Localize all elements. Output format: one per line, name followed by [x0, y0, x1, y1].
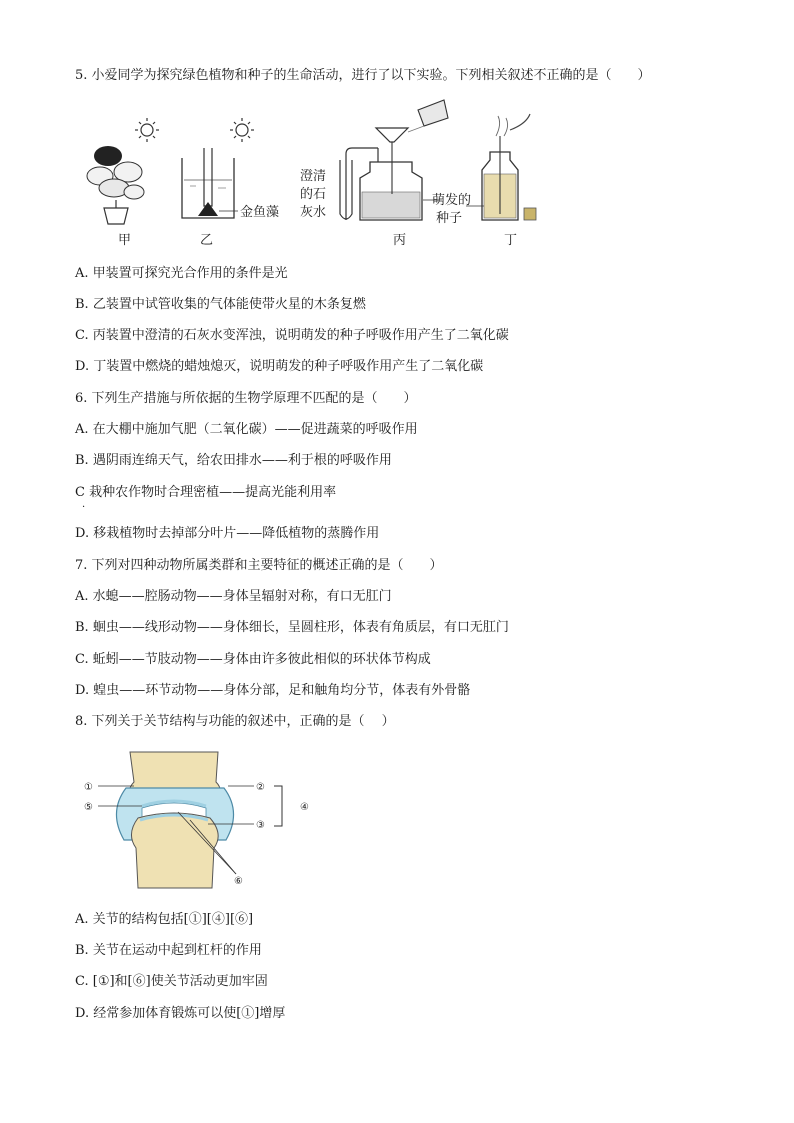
plant-pot-apparatus [87, 146, 144, 224]
q5-option-d: D. 丁装置中燃烧的蜡烛熄灭，说明萌发的种子呼吸作用产生了二氧化碳 [75, 359, 484, 374]
jar-apparatus [466, 114, 536, 220]
marker-5: ⑤ [84, 802, 93, 813]
q8-option-d: D. 经常参加体育锻炼可以使[①]增厚 [75, 1006, 286, 1021]
q5-figure [78, 96, 558, 251]
q8-joint-figure [78, 748, 328, 893]
sun-icon [230, 118, 254, 142]
q7-stem: 7. 下列对四种动物所属类群和主要特征的概述正确的是（ ） [75, 558, 443, 573]
marker-4: ④ [300, 802, 309, 813]
q6-stray-mark: · [82, 502, 86, 513]
marker-1: ① [84, 782, 93, 793]
seeds-label-line-2: 种子 [436, 211, 463, 226]
limewater-label-line-1: 澄清 [300, 169, 327, 184]
lower-bone [131, 813, 218, 888]
q8-option-a: A. 关节的结构包括[①][④][⑥] [75, 912, 254, 927]
q5-figure-svg [78, 96, 558, 251]
goldfish-weed-label: 金鱼藻 [240, 205, 280, 220]
label-bing: 丙 [393, 233, 407, 248]
q6-option-b: B. 遇阴雨连绵天气，给农田排水——利于根的呼吸作用 [75, 453, 392, 468]
q7-option-a: A. 水螅——腔肠动物——身体呈辐射对称，有口无肛门 [75, 589, 392, 604]
label-jia: 甲 [118, 233, 132, 248]
label-yi: 乙 [200, 233, 214, 248]
sun-icon [135, 118, 159, 142]
q5-option-a: A. 甲装置可探究光合作用的条件是光 [75, 266, 288, 281]
q8-option-c: C. [①]和[⑥]使关节活动更加牢固 [75, 974, 268, 989]
limewater-label-line-2: 的石 [300, 187, 327, 202]
q8-option-b: B. 关节在运动中起到杠杆的作用 [75, 943, 262, 958]
q5-option-b: B. 乙装置中试管收集的气体能使带火星的木条复燃 [75, 297, 366, 312]
q6-option-c: C 栽种农作物时合理密植——提高光能利用率 [75, 485, 337, 500]
seeds-label-line-1: 萌发的 [432, 193, 472, 208]
q6-option-a: A. 在大棚中施加气肥（二氧化碳）——促进蔬菜的呼吸作用 [75, 422, 418, 437]
q7-option-d: D. 蝗虫——环节动物——身体分部，足和触角均分节，体表有外骨骼 [75, 683, 471, 698]
q7-option-c: C. 蚯蚓——节肢动物——身体由许多彼此相似的环状体节构成 [75, 652, 431, 667]
q6-stem: 6. 下列生产措施与所依据的生物学原理不匹配的是（ ） [75, 391, 417, 406]
q7-option-b: B. 蛔虫——线形动物——身体细长，呈圆柱形，体表有角质层，有口无肛门 [75, 620, 509, 635]
beaker-apparatus [182, 148, 238, 218]
q6-option-d: D. 移栽植物时去掉部分叶片——降低植物的蒸腾作用 [75, 526, 380, 541]
label-ding: 丁 [504, 233, 518, 248]
q5-option-c: C. 丙装置中澄清的石灰水变浑浊，说明萌发的种子呼吸作用产生了二氧化碳 [75, 328, 509, 343]
q5-stem: 5. 小爱同学为探究绿色植物和种子的生命活动，进行了以下实验。下列相关叙述不正确的是（ ） [75, 68, 651, 83]
limewater-label-line-3: 灰水 [300, 205, 327, 220]
marker-2: ② [256, 782, 265, 793]
joint-diagram-svg [78, 748, 328, 893]
marker-3: ③ [256, 820, 265, 831]
marker-6: ⑥ [234, 876, 243, 887]
q8-stem: 8. 下列关于关节结构与功能的叙述中，正确的是（ ） [75, 714, 395, 729]
